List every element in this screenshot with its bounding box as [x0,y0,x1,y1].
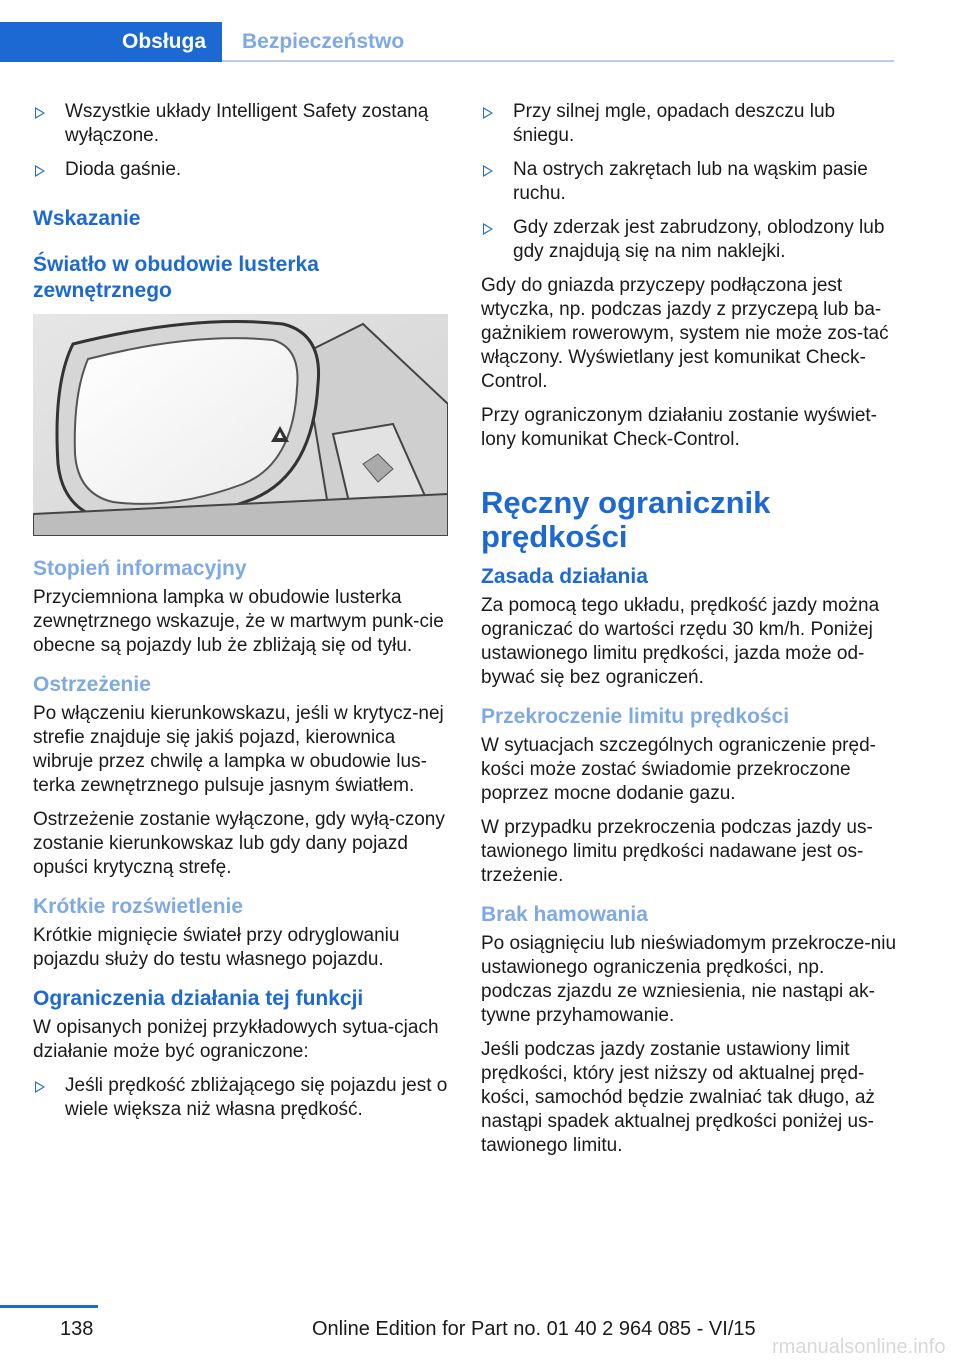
paragraph-przekroczenie-2: W przypadku przekroczenia podczas jazdy us-tawionego limitu prędkości nadawane jest os-trzeżenie. [481,817,873,886]
heading-krotkie: Krótkie rozświetlenie [33,895,244,918]
bullet-list-top [33,100,451,182]
page-header [0,0,894,64]
paragraph-stopien: Przyciemniona lampka w obudowie lusterka zewnętrznego wskazuje, że w martwym punk-cie obecne są pojazdy lub że zbliżają się od tyłu. [33,587,444,656]
left-column [33,100,451,1132]
footer-divider [0,1305,98,1308]
tab-obsluga[interactable]: Obsługa [0,22,222,62]
paragraph-przekroczenie-1: W sytuacjach szczególnych ograniczenie pręd-kości może zostać świadomie przekroczone poprzez mocne dodanie gazu. [481,735,876,804]
triangle-bullet-icon [483,165,493,177]
triangle-bullet-icon [483,107,493,119]
paragraph-zasada: Za pomocą tego układu, prędkość jazdy można ograniczać do wartości rzędu 30 km/h. Poniżej ustawionego limitu prędkości, jazda może od-bywać się bez ograniczeń. [481,595,880,688]
heading-stopien: Stopień informacyjny [33,557,247,580]
triangle-bullet-icon [35,1081,45,1093]
list-item: Na ostrych zakrętach lub na wąskim pasie ruchu. [481,158,899,206]
list-item: Dioda gaśnie. [33,158,451,182]
heading-zasada: Zasada działania [481,565,648,588]
heading-ostrzezenie: Ostrzeżenie [33,673,151,696]
page-number: 138 [60,1318,94,1340]
bullet-list-right [481,100,899,264]
paragraph-check-control: Przy ograniczonym działaniu zostanie wyświet-lony komunikat Check-Control. [481,405,877,450]
heading-wskazanie: Wskazanie [33,207,141,230]
triangle-bullet-icon [35,107,45,119]
header-divider [222,60,894,62]
paragraph-ostrzezenie-2: Ostrzeżenie zostanie wyłączone, gdy wyłą-czony zostanie kierunkowskaz lub gdy dany pojazd opuści krytyczną strefę. [33,809,445,878]
heading-brak-hamowania: Brak hamowania [481,903,648,926]
list-item: Wszystkie układy Intelligent Safety zostaną wyłączone. [33,100,451,148]
paragraph-krotkie: Krótkie mignięcie świateł przy odryglowaniu pojazdu służy do testu własnego pojazdu. [33,925,400,970]
tab-bezpieczenstwo[interactable]: Bezpieczeństwo [242,30,405,53]
list-item: Przy silnej mgle, opadach deszczu lub śniegu. [481,100,899,148]
bullet-list-bottom [33,1074,451,1122]
right-column [481,100,899,1168]
paragraph-przyczepa: Gdy do gniazda przyczepy podłączona jest wtyczka, np. podczas jazdy z przyczepą lub ba-gażnikiem rowerowym, system nie może zos-tać włączony. Wyświetlany jest komunikat Check-Control. [481,275,889,392]
heading-przekroczenie: Przekroczenie limitu prędkości [481,705,790,728]
triangle-bullet-icon [483,223,493,235]
list-item: Gdy zderzak jest zabrudzony, oblodzony lub gdy znajdują się na nim naklejki. [481,216,899,264]
paragraph-brak-2: Jeśli podczas jazdy zostanie ustawiony limit prędkości, który jest niższy od aktualnej pręd-kości, samochód będzie zwalniać tak długo, aż nastąpi spadek aktualnej prędkości poniżej us-tawionego limitu. [481,1039,875,1156]
heading-swiatlo: Światło w obudowie lusterka zewnętrznego [33,253,319,302]
paragraph-ograniczenia: W opisanych poniżej przykładowych sytua-cjach działanie może być ograniczone: [33,1017,439,1062]
edition-label: Online Edition for Part no. 01 40 2 964 085 - VI/15 [312,1318,756,1340]
side-mirror-illustration [33,314,448,536]
list-item: Jeśli prędkość zbliżającego się pojazdu jest o wiele większa niż własna prędkość. [33,1074,451,1122]
triangle-bullet-icon [35,165,45,177]
watermark: rmanualsonline.info [772,1336,946,1358]
paragraph-ostrzezenie-1: Po włączeniu kierunkowskazu, jeśli w krytycz-nej strefie znajduje się jakiś pojazd, kierownica wibruje przez chwilę a lampka w obudowie lus-terka zewnętrznego pulsuje jasnym światłem. [33,703,444,796]
heading-reczny-ogranicznik: Ręczny ogranicznik prędkości [481,485,771,554]
heading-ograniczenia: Ograniczenia działania tej funkcji [33,987,364,1010]
paragraph-brak-1: Po osiągnięciu lub nieświadomym przekrocze-niu ustawionego ograniczenia prędkości, np. podczas zjazdu ze wzniesienia, nie nastąpi ak-tywne przyhamowanie. [481,933,897,1026]
